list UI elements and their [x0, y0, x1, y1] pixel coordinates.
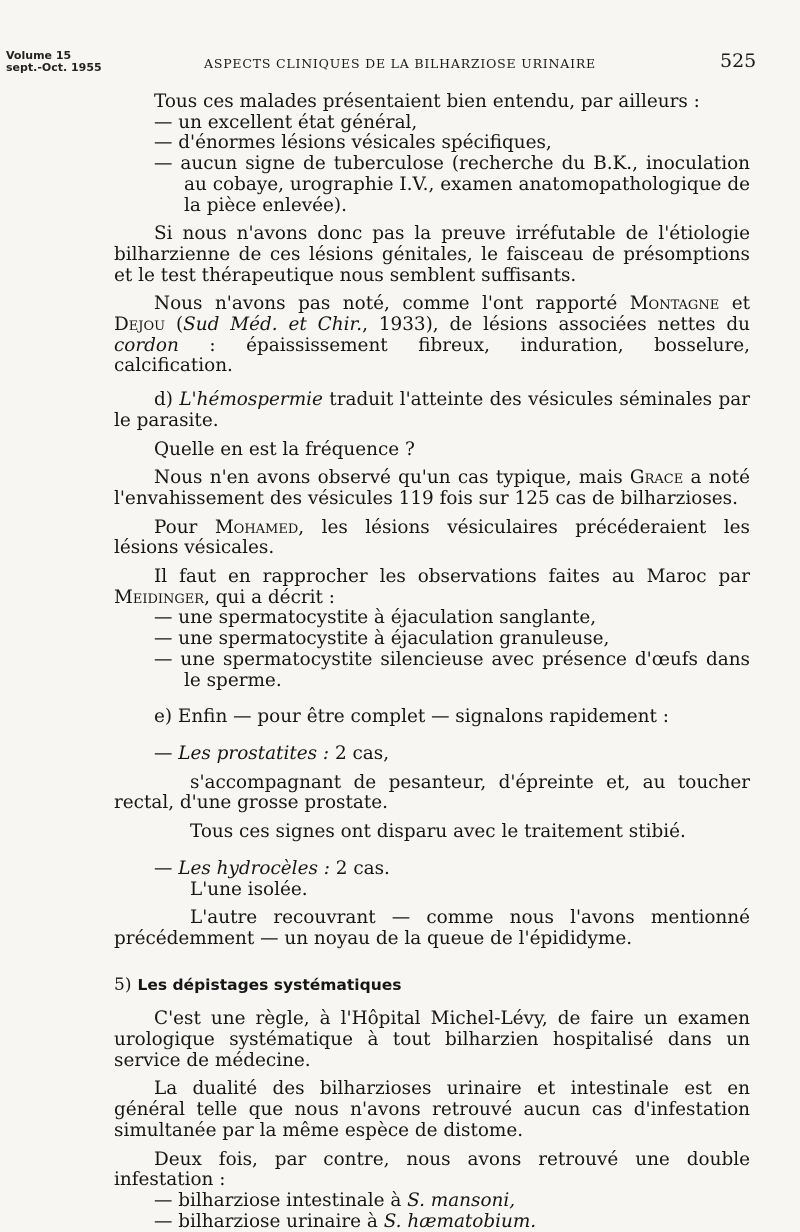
section-number: 5) [114, 974, 132, 995]
author-name: Montagne [629, 293, 720, 315]
journal-name: Sud Méd. et Chir. [183, 314, 363, 336]
paragraph: Deux fois, par contre, nous avons retrouvé une double infestation : [114, 1148, 750, 1191]
issue-date: sept.-Oct. 1955 [6, 61, 102, 74]
page-number: 525 [720, 50, 757, 72]
term: cordon [114, 334, 179, 356]
paragraph: Nous n'en avons observé qu'un cas typique, mais Grace a noté l'envahissement des vésicules 119 fois sur 125 cas de bilharzioses. [114, 467, 750, 509]
dash-item: — une spermatocystite silencieuse avec présence d'œufs dans le sperme. [154, 648, 750, 691]
dash-item: — bilharziose urinaire à S. hæmatobium. [154, 1210, 537, 1232]
species-name: S. mansoni, [407, 1189, 516, 1211]
paragraph: e) Enfin — pour être complet — signalons rapidement : [154, 706, 669, 728]
paragraph: Tous ces signes ont disparu avec le traitement stibié. [190, 821, 686, 843]
dash-item: — une spermatocystite à éjaculation sanglante, [154, 607, 597, 629]
paragraph: Tous ces malades présentaient bien entendu, par ailleurs : [154, 91, 700, 112]
term: Les prostatites : [178, 742, 330, 764]
paragraph: Si nous n'avons donc pas la preuve irréfutable de l'étiologie bilharzienne de ces lésions génitales, le faisceau de présomptions et le test thérapeutique nous semblent suffisants. [114, 223, 750, 286]
paragraph: L'une isolée. [190, 878, 308, 900]
paragraph: d) L'hémospermie traduit l'atteinte des vésicules séminales par le parasite. [114, 389, 750, 431]
paragraph: Nous n'avons pas noté, comme l'ont rapporté Montagne et Dejou (Sud Méd. et Chir., 1933), de lésions associées nettes du cordon : épaississement fibreux, induration, bosselure, calcification. [114, 293, 750, 377]
author-name: Grace [629, 467, 684, 489]
volume-number: Volume 15 [6, 49, 72, 62]
section-heading [114, 975, 750, 996]
running-title: ASPECTS CLINIQUES DE LA BILHARZIOSE URINAIRE [204, 56, 596, 71]
author-name: Meidinger [114, 586, 205, 608]
article-body [114, 92, 750, 1232]
paragraph: Il faut en rapprocher les observations faites au Maroc par Meidinger, qui a décrit : [114, 566, 750, 608]
section-title: Les dépistages systématiques [137, 975, 402, 994]
paragraph: — Les hydrocèles : 2 cas. [154, 857, 390, 879]
author-name: Mohamed [214, 516, 299, 538]
term: Les hydrocèles : [178, 857, 330, 879]
paragraph: L'autre recouvrant — comme nous l'avons mentionné précédemment — un noyau de la queue de l'épididyme. [114, 907, 750, 949]
term: L'hémospermie [179, 389, 323, 411]
paragraph: Quelle en est la fréquence ? [154, 438, 415, 460]
dash-item: — d'énormes lésions vésicales spécifiques, [154, 132, 552, 154]
species-name: S. hæmatobium. [383, 1210, 537, 1232]
author-name: Dejou [114, 314, 166, 336]
paragraph: Pour Mohamed, les lésions vésiculaires précéderaient les lésions vésicales. [114, 516, 750, 559]
paragraph: — Les prostatites : 2 cas, [154, 742, 390, 764]
dash-item: — une spermatocystite à éjaculation granuleuse, [154, 628, 610, 650]
dash-item: — bilharziose intestinale à S. mansoni, [154, 1189, 516, 1211]
dash-item: — aucun signe de tuberculose (recherche du B.K., inoculation au cobaye, urographie I.V., examen anatomopathologique de la pièce enlevée). [154, 153, 750, 216]
dash-item: — un excellent état général, [154, 111, 418, 133]
paragraph: s'accompagnant de pesanteur, d'épreinte et, au toucher rectal, d'une grosse prostate. [114, 771, 750, 814]
paragraph: La dualité des bilharzioses urinaire et intestinale est en général telle que nous n'avons retrouvé aucun cas d'infestation simultanée par la même espèce de distome. [114, 1078, 750, 1141]
paragraph: C'est une règle, à l'Hôpital Michel-Lévy, de faire un examen urologique systématique à tout bilharzien hospitalisé dans un service de médecine. [114, 1008, 750, 1071]
